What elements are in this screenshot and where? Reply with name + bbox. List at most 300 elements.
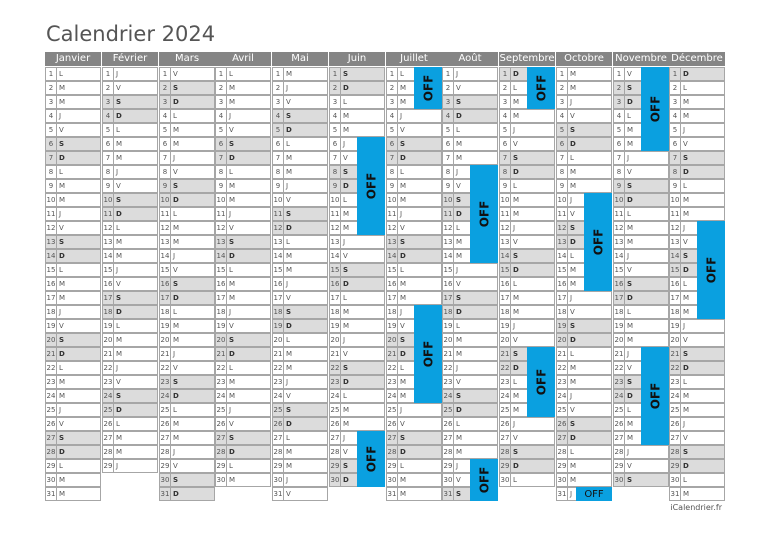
day-cell — [669, 389, 725, 403]
weekday-letter: J — [570, 294, 573, 302]
day-number: 16 — [160, 280, 170, 288]
day-number: 12 — [500, 224, 510, 232]
weekday-letter: M — [627, 336, 634, 344]
day-number: 16 — [500, 280, 510, 288]
day-number: 9 — [500, 180, 511, 192]
weekday-letter: S — [627, 378, 633, 386]
day-cell — [329, 375, 385, 389]
day-number: 9 — [103, 180, 114, 192]
day-number: 16 — [103, 280, 113, 288]
day-cell — [159, 459, 215, 473]
day-number: 12 — [103, 224, 113, 232]
day-cell — [215, 347, 271, 361]
weekday-letter: M — [286, 448, 293, 456]
day-cell — [102, 459, 158, 473]
weekday-letter: V — [627, 168, 632, 176]
weekday-letter: V — [173, 364, 178, 372]
weekday-letter: V — [683, 434, 688, 442]
day-number: 9 — [443, 180, 454, 192]
day-number: 22 — [670, 364, 680, 372]
weekday-letter: M — [570, 476, 577, 484]
day-cell — [215, 207, 271, 221]
day-cell — [613, 473, 669, 487]
weekday-letter: M — [683, 406, 690, 414]
weekday-letter: D — [683, 462, 689, 470]
weekday-letter: M — [513, 112, 520, 120]
day-cell — [272, 417, 328, 431]
day-cell — [159, 207, 215, 221]
day-number: 27 — [160, 434, 170, 442]
weekday-letter: M — [513, 406, 520, 414]
weekday-letter: D — [286, 420, 292, 428]
day-cell — [613, 459, 669, 473]
day-number: 11 — [46, 210, 56, 218]
day-number: 17 — [103, 294, 113, 302]
weekday-letter: J — [627, 154, 630, 162]
weekday-letter: L — [116, 126, 120, 134]
day-number: 20 — [160, 336, 170, 344]
day-number: 8 — [160, 166, 171, 178]
weekday-letter: M — [400, 280, 407, 288]
day-number: 14 — [557, 252, 567, 260]
weekday-letter: M — [286, 350, 293, 358]
day-cell — [669, 207, 725, 221]
off-label: OFF — [584, 488, 604, 500]
weekday-letter: M — [343, 308, 350, 316]
weekday-letter: S — [286, 112, 292, 120]
day-number: 13 — [103, 238, 113, 246]
weekday-letter: J — [116, 266, 119, 274]
day-cell — [613, 249, 669, 263]
off-period-badge — [584, 193, 612, 291]
weekday-letter: D — [59, 154, 65, 162]
day-cell — [45, 179, 101, 193]
day-number: 14 — [500, 252, 510, 260]
day-cell — [159, 67, 215, 81]
weekday-letter: V — [400, 224, 405, 232]
weekday-letter: J — [286, 280, 289, 288]
day-cell — [159, 137, 215, 151]
day-number: 7 — [500, 152, 511, 164]
day-number: 9 — [670, 180, 681, 192]
day-number: 21 — [500, 350, 510, 358]
day-number: 13 — [387, 238, 397, 246]
weekday-letter: S — [229, 434, 235, 442]
weekday-letter: S — [343, 168, 349, 176]
weekday-letter: D — [627, 294, 633, 302]
weekday-letter: J — [683, 322, 686, 330]
weekday-letter: V — [229, 224, 234, 232]
weekday-letter: M — [173, 336, 180, 344]
weekday-letter: M — [400, 98, 407, 106]
weekday-letter: L — [570, 350, 574, 358]
day-cell — [669, 319, 725, 333]
day-cell — [442, 347, 498, 361]
day-cell — [45, 445, 101, 459]
day-number: 8 — [614, 166, 625, 178]
off-period-badge — [414, 305, 442, 403]
weekday-letter: J — [627, 350, 630, 358]
weekday-letter: S — [286, 210, 292, 218]
day-number: 11 — [670, 210, 680, 218]
day-cell — [442, 95, 498, 109]
weekday-letter: S — [59, 140, 65, 148]
day-number: 27 — [614, 434, 624, 442]
weekday-letter: J — [513, 224, 516, 232]
weekday-letter: D — [173, 294, 179, 302]
day-number: 18 — [387, 308, 397, 316]
weekday-letter: J — [400, 406, 403, 414]
day-number: 9 — [273, 180, 284, 192]
day-cell — [272, 403, 328, 417]
weekday-letter: M — [116, 448, 123, 456]
day-cell — [102, 431, 158, 445]
weekday-letter: S — [570, 322, 576, 330]
day-number: 12 — [160, 224, 170, 232]
off-period-badge — [641, 67, 669, 151]
day-cell — [159, 473, 215, 487]
day-number: 28 — [614, 448, 624, 456]
day-number: 20 — [670, 336, 680, 344]
weekday-letter: J — [570, 392, 573, 400]
day-number: 13 — [216, 238, 226, 246]
weekday-letter: J — [116, 462, 119, 470]
day-cell — [272, 277, 328, 291]
day-number: 17 — [670, 294, 680, 302]
day-number: 1 — [160, 68, 171, 80]
day-number: 12 — [46, 224, 56, 232]
day-number: 28 — [670, 448, 680, 456]
weekday-letter: D — [400, 448, 406, 456]
weekday-letter: M — [286, 168, 293, 176]
weekday-letter: S — [286, 406, 292, 414]
weekday-letter: M — [116, 434, 123, 442]
weekday-letter: L — [59, 364, 63, 372]
day-cell — [45, 277, 101, 291]
weekday-letter: D — [456, 406, 462, 414]
day-number: 20 — [46, 336, 56, 344]
day-number: 13 — [330, 238, 340, 246]
day-cell — [386, 193, 442, 207]
weekday-letter: V — [513, 336, 518, 344]
weekday-letter: S — [229, 140, 235, 148]
off-label: OFF — [476, 466, 491, 494]
weekday-letter: D — [173, 392, 179, 400]
day-number: 21 — [557, 350, 567, 358]
weekday-letter: V — [456, 476, 461, 484]
weekday-letter: L — [229, 364, 233, 372]
weekday-letter: L — [513, 84, 517, 92]
weekday-letter: M — [343, 406, 350, 414]
weekday-letter: S — [59, 434, 65, 442]
weekday-letter: M — [627, 238, 634, 246]
day-number: 20 — [500, 336, 510, 344]
day-number: 2 — [443, 82, 454, 94]
weekday-letter: M — [173, 140, 180, 148]
weekday-letter: L — [570, 154, 574, 162]
day-number: 25 — [330, 406, 340, 414]
day-cell — [499, 193, 555, 207]
day-number: 17 — [216, 294, 226, 302]
day-number: 9 — [46, 180, 57, 192]
day-number: 27 — [330, 434, 340, 442]
day-cell — [386, 403, 442, 417]
weekday-letter: S — [683, 154, 689, 162]
day-cell — [329, 305, 385, 319]
weekday-letter: S — [173, 84, 179, 92]
weekday-letter: M — [683, 294, 690, 302]
day-number: 19 — [160, 322, 170, 330]
day-cell — [669, 403, 725, 417]
day-number: 30 — [614, 476, 624, 484]
day-cell — [215, 151, 271, 165]
weekday-letter: V — [343, 252, 348, 260]
weekday-letter: M — [173, 434, 180, 442]
day-number: 17 — [46, 294, 56, 302]
day-number: 26 — [216, 420, 226, 428]
day-cell — [45, 249, 101, 263]
footer-brand: iCalendrier.fr — [670, 503, 722, 512]
day-number: 23 — [500, 378, 510, 386]
day-number: 5 — [160, 124, 171, 136]
day-number: 23 — [216, 378, 226, 386]
weekday-letter: J — [343, 336, 346, 344]
day-number: 29 — [614, 462, 624, 470]
day-number: 19 — [273, 322, 283, 330]
day-number: 10 — [443, 196, 453, 204]
weekday-letter: J — [400, 112, 403, 120]
day-cell — [613, 263, 669, 277]
day-number: 8 — [216, 166, 227, 178]
weekday-letter: J — [229, 308, 232, 316]
day-cell — [272, 207, 328, 221]
weekday-letter: S — [286, 308, 292, 316]
weekday-letter: S — [570, 224, 576, 232]
day-cell — [215, 109, 271, 123]
day-number: 28 — [216, 448, 226, 456]
weekday-letter: V — [343, 448, 348, 456]
day-cell — [215, 193, 271, 207]
day-cell — [669, 67, 725, 81]
day-cell — [102, 389, 158, 403]
weekday-letter: V — [59, 322, 64, 330]
weekday-letter: M — [570, 70, 577, 78]
day-number: 3 — [103, 96, 114, 108]
day-cell — [215, 179, 271, 193]
weekday-letter: S — [683, 448, 689, 456]
day-cell — [215, 459, 271, 473]
day-number: 7 — [557, 152, 568, 164]
day-cell — [272, 305, 328, 319]
weekday-letter: L — [456, 322, 460, 330]
weekday-letter: V — [173, 70, 178, 78]
weekday-letter: V — [116, 280, 121, 288]
day-cell — [102, 179, 158, 193]
day-cell — [159, 333, 215, 347]
day-number: 15 — [160, 266, 170, 274]
day-cell — [215, 67, 271, 81]
day-cell — [215, 277, 271, 291]
weekday-letter: M — [627, 322, 634, 330]
weekday-letter: S — [456, 196, 462, 204]
weekday-letter: S — [456, 98, 462, 106]
day-cell — [499, 445, 555, 459]
day-cell — [159, 417, 215, 431]
day-number: 31 — [160, 490, 170, 498]
weekday-letter: V — [173, 168, 178, 176]
day-number: 10 — [273, 196, 283, 204]
day-number: 24 — [273, 392, 283, 400]
day-number: 14 — [160, 252, 170, 260]
day-cell — [45, 319, 101, 333]
day-cell — [272, 361, 328, 375]
day-cell — [272, 319, 328, 333]
day-cell — [159, 445, 215, 459]
day-cell — [442, 305, 498, 319]
day-number: 23 — [103, 378, 113, 386]
day-number: 29 — [216, 462, 226, 470]
day-cell — [45, 333, 101, 347]
day-number: 22 — [557, 364, 567, 372]
day-number: 31 — [46, 490, 56, 498]
day-number: 17 — [387, 294, 397, 302]
day-cell — [272, 137, 328, 151]
day-cell — [386, 221, 442, 235]
weekday-letter: L — [286, 434, 290, 442]
day-cell — [45, 123, 101, 137]
day-cell — [272, 81, 328, 95]
day-cell — [102, 375, 158, 389]
weekday-letter: J — [456, 364, 459, 372]
day-cell — [102, 95, 158, 109]
weekday-letter: L — [627, 406, 631, 414]
weekday-letter: M — [627, 434, 634, 442]
day-number: 9 — [330, 180, 341, 192]
day-cell — [215, 81, 271, 95]
day-number: 27 — [670, 434, 680, 442]
day-number: 12 — [216, 224, 226, 232]
day-cell — [386, 487, 442, 501]
day-number: 25 — [670, 406, 680, 414]
weekday-letter: L — [627, 210, 631, 218]
weekday-letter: L — [683, 280, 687, 288]
weekday-letter: S — [343, 462, 349, 470]
day-number: 1 — [614, 68, 625, 80]
day-number: 9 — [557, 180, 568, 192]
day-cell — [669, 347, 725, 361]
day-number: 17 — [160, 294, 170, 302]
day-cell — [329, 109, 385, 123]
off-period-badge — [697, 221, 725, 319]
weekday-letter: L — [400, 266, 404, 274]
day-number: 12 — [443, 224, 453, 232]
weekday-letter: D — [59, 350, 65, 358]
weekday-letter: D — [627, 392, 633, 400]
day-number: 1 — [443, 68, 454, 80]
day-number: 29 — [443, 462, 453, 470]
weekday-letter: L — [286, 140, 290, 148]
day-number: 28 — [160, 448, 170, 456]
day-cell — [613, 165, 669, 179]
day-number: 10 — [500, 196, 510, 204]
weekday-letter: M — [400, 196, 407, 204]
day-cell — [386, 151, 442, 165]
weekday-letter: L — [683, 182, 687, 190]
day-number: 19 — [443, 322, 453, 330]
day-number: 11 — [557, 210, 567, 218]
day-cell — [215, 165, 271, 179]
day-number: 29 — [330, 462, 340, 470]
weekday-letter: J — [229, 210, 232, 218]
day-cell — [45, 67, 101, 81]
weekday-letter: L — [59, 168, 63, 176]
day-number: 4 — [103, 110, 114, 122]
day-cell — [499, 417, 555, 431]
weekday-letter: M — [343, 420, 350, 428]
day-number: 7 — [46, 152, 57, 164]
weekday-letter: D — [627, 196, 633, 204]
day-cell — [442, 151, 498, 165]
day-number: 30 — [273, 476, 283, 484]
day-cell — [102, 249, 158, 263]
day-cell — [499, 179, 555, 193]
day-cell — [272, 389, 328, 403]
day-cell — [272, 221, 328, 235]
day-number: 2 — [500, 82, 511, 94]
day-cell — [556, 403, 612, 417]
weekday-letter: L — [59, 70, 63, 78]
weekday-letter: J — [59, 406, 62, 414]
day-cell — [613, 305, 669, 319]
day-number: 21 — [330, 350, 340, 358]
day-cell — [45, 151, 101, 165]
day-number: 28 — [330, 448, 340, 456]
day-number: 14 — [387, 252, 397, 260]
day-cell — [442, 67, 498, 81]
day-cell — [159, 347, 215, 361]
day-cell — [102, 361, 158, 375]
weekday-letter: S — [116, 196, 122, 204]
day-cell — [272, 193, 328, 207]
day-number: 13 — [614, 238, 624, 246]
day-cell — [159, 109, 215, 123]
weekday-letter: M — [343, 126, 350, 134]
weekday-letter: M — [683, 392, 690, 400]
day-number: 7 — [443, 152, 454, 164]
weekday-letter: M — [683, 308, 690, 316]
day-number: 11 — [103, 210, 113, 218]
day-number: 29 — [670, 462, 680, 470]
day-cell — [499, 333, 555, 347]
weekday-letter: V — [627, 70, 632, 78]
weekday-letter: S — [627, 476, 633, 484]
weekday-letter: V — [59, 420, 64, 428]
day-cell — [442, 109, 498, 123]
month-header: Février — [102, 52, 158, 66]
day-cell — [215, 291, 271, 305]
weekday-letter: M — [59, 84, 66, 92]
weekday-letter: M — [59, 98, 66, 106]
day-number: 30 — [500, 476, 510, 484]
day-cell — [272, 67, 328, 81]
weekday-letter: V — [286, 294, 291, 302]
day-cell — [669, 193, 725, 207]
day-number: 18 — [670, 308, 680, 316]
weekday-letter: D — [513, 168, 519, 176]
day-cell — [159, 249, 215, 263]
day-cell — [45, 291, 101, 305]
weekday-letter: S — [456, 490, 462, 498]
